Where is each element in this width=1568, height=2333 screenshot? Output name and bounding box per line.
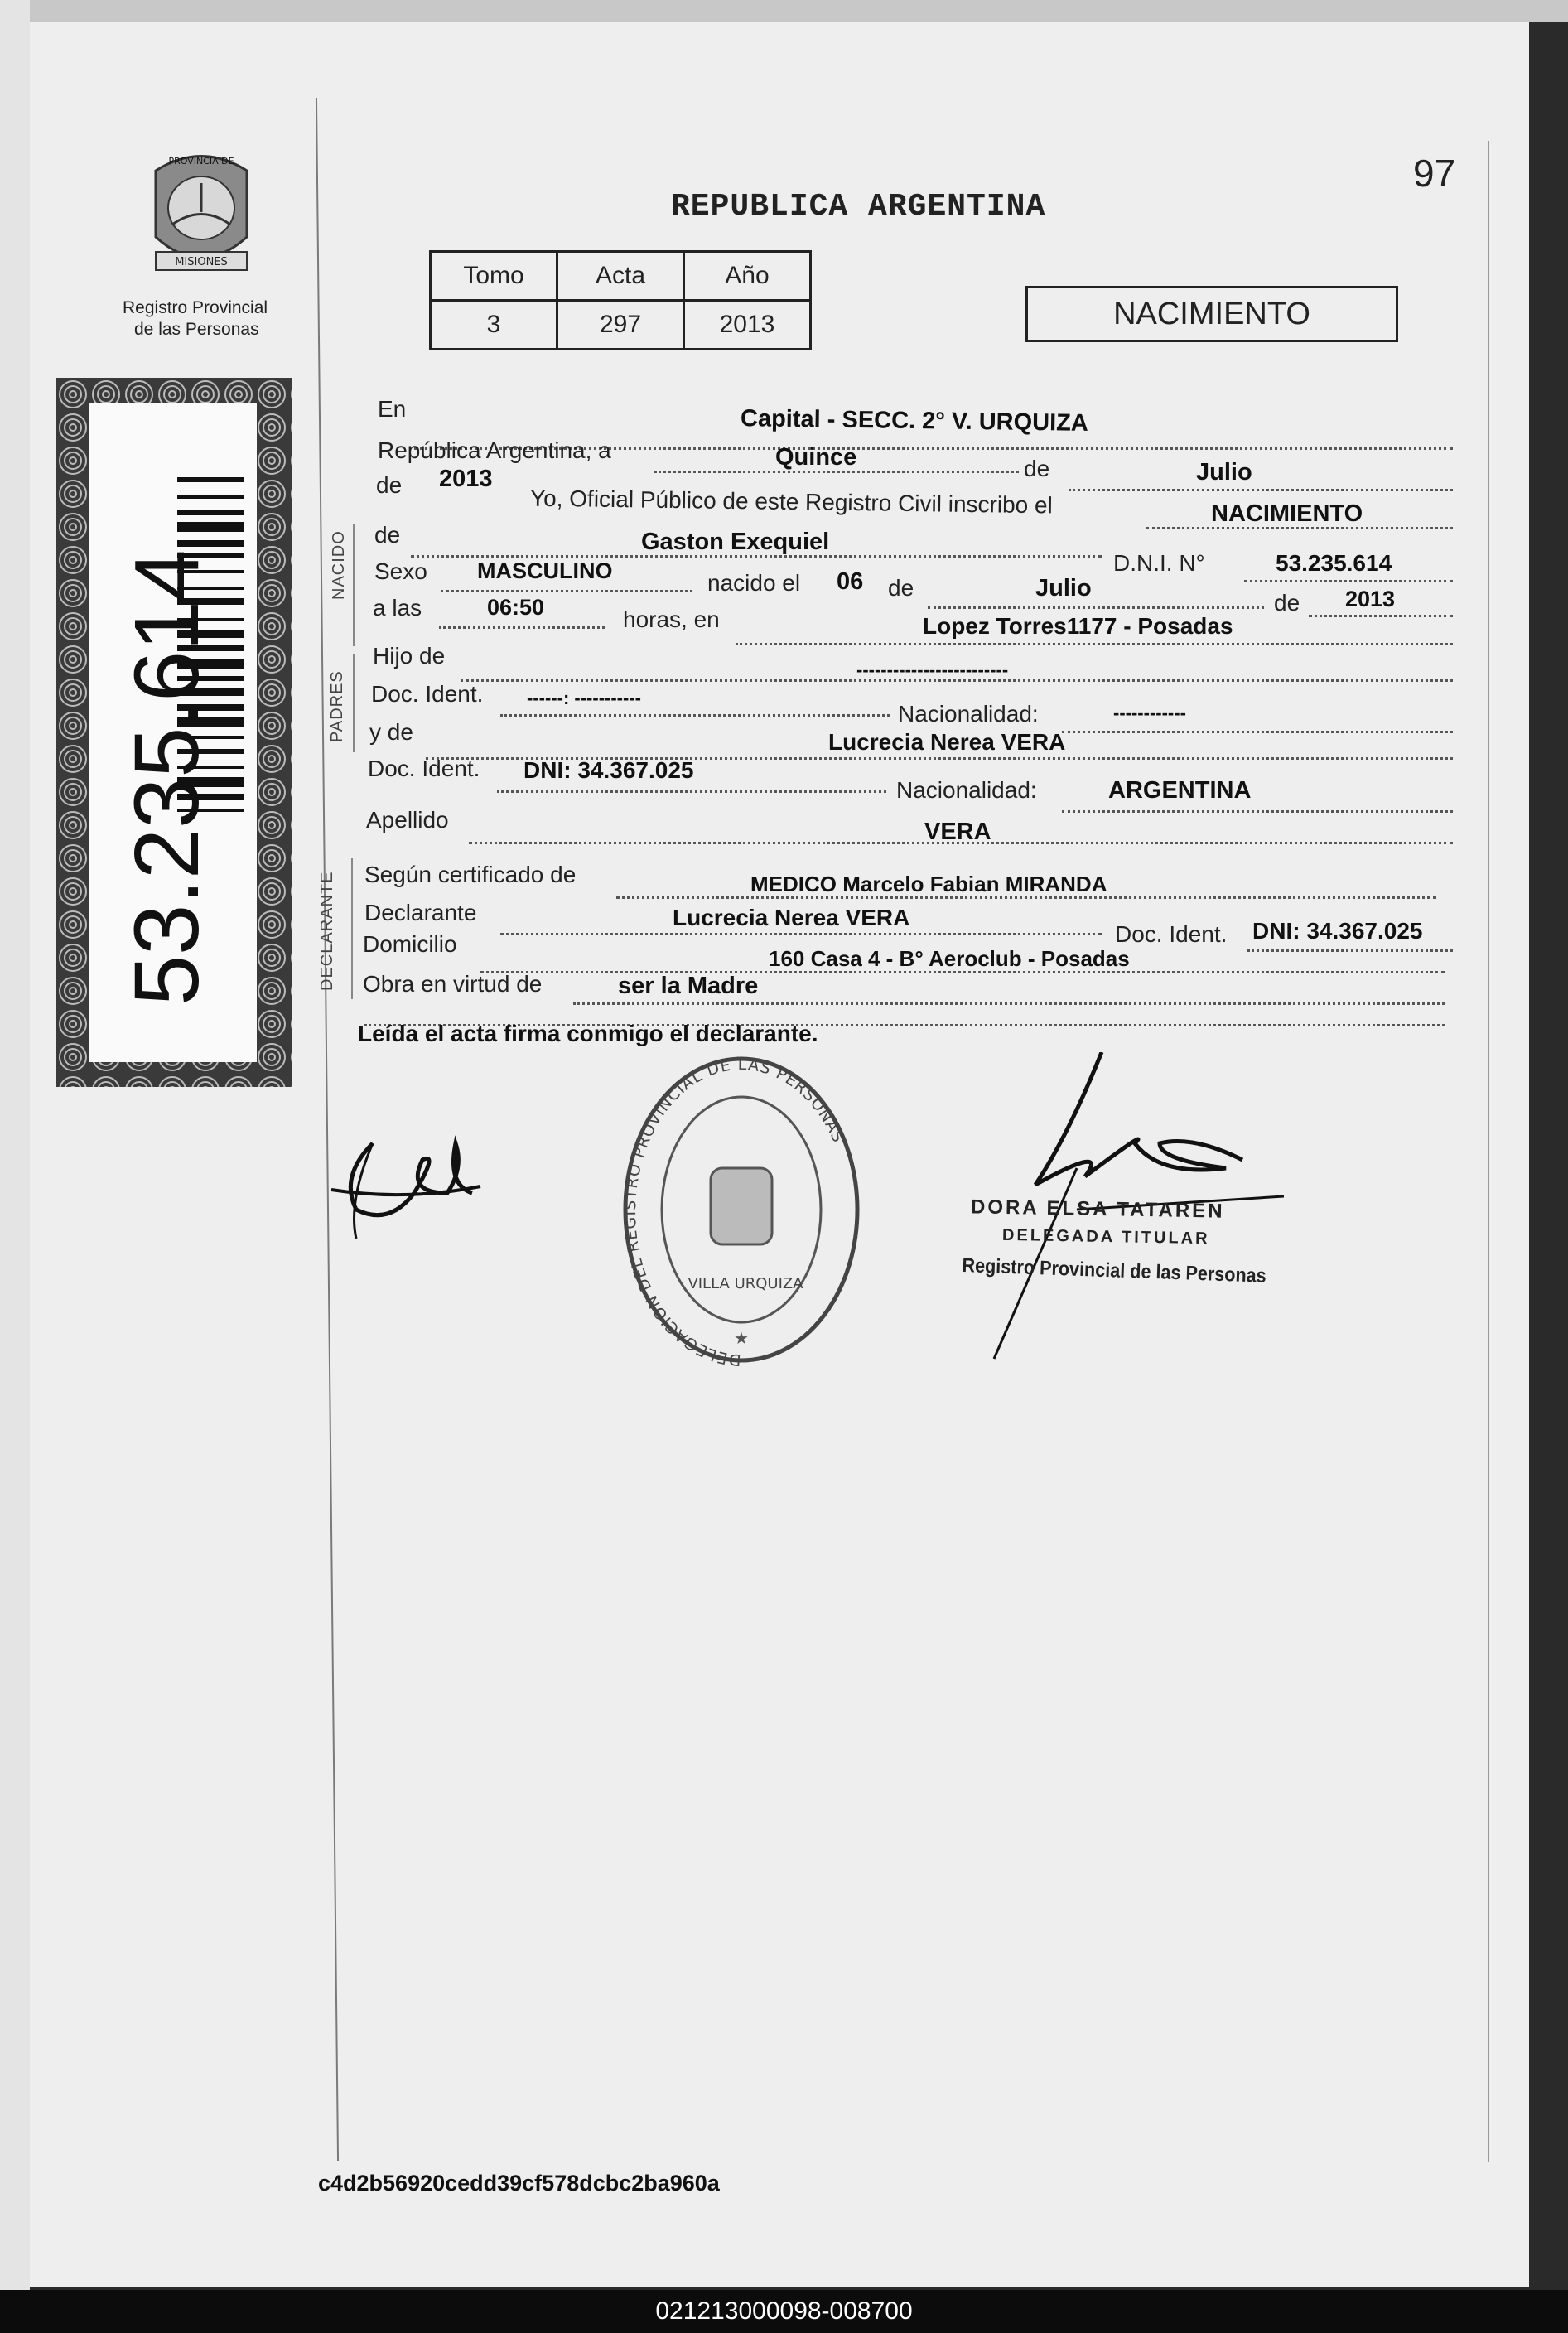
barcode-bar	[177, 540, 244, 547]
footer-code: 021213000098-008700	[655, 2297, 913, 2325]
svg-text:MISIONES: MISIONES	[175, 256, 228, 268]
nacido-mes: Julio	[1035, 575, 1092, 601]
barcode-bar	[177, 522, 244, 532]
dni-label: D.N.I. N°	[1113, 550, 1205, 576]
docident3-dotline	[1247, 949, 1453, 952]
en-value: Capital - SECC. 2° V. URQUIZA	[740, 405, 1089, 437]
tomo-acta-anio-table	[429, 250, 812, 350]
madre-value: Lucrecia Nerea VERA	[828, 729, 1066, 755]
en-label: En	[378, 396, 407, 422]
docident3-value: DNI: 34.367.025	[1252, 918, 1423, 944]
scan-top-edge	[0, 0, 1568, 22]
nacionalidad1-value: ------------	[1113, 703, 1186, 723]
nombre-value: Gaston Exequiel	[641, 529, 830, 555]
page-number: 97	[1413, 152, 1456, 195]
anio-value: 2013	[439, 466, 493, 492]
margin-line-right	[1488, 141, 1489, 2162]
mes-dotline	[1069, 489, 1453, 491]
declarant-signature-icon	[323, 1094, 497, 1251]
sexo-dotline	[441, 590, 692, 592]
barcode-bar	[177, 510, 244, 515]
docident2-value: DNI: 34.367.025	[523, 757, 694, 783]
document-hash: c4d2b56920cedd39cf578dcbc2ba960a	[318, 2171, 720, 2195]
dni-value: 53.235.614	[1276, 550, 1392, 576]
nacido-anio-dotline	[1309, 615, 1453, 617]
table-value-acta: 297	[557, 301, 684, 350]
nacionalidad1-label: Nacionalidad:	[898, 701, 1039, 727]
hora-value: 06:50	[487, 595, 545, 620]
declarante-label: Declarante	[364, 900, 477, 925]
act-type-box: NACIMIENTO	[1025, 286, 1398, 342]
obra-dotline	[573, 1002, 1445, 1005]
declarante-value: Lucrecia Nerea VERA	[673, 905, 910, 930]
barcode-sticker	[56, 378, 292, 1087]
sexo-value: MASCULINO	[477, 558, 613, 583]
de-label-1: de	[1024, 456, 1050, 481]
barcode-bar	[177, 477, 244, 482]
domicilio-value: 160 Casa 4 - B° Aeroclub - Posadas	[769, 946, 1130, 971]
misiones-emblem-icon	[139, 146, 263, 292]
nacido-label: nacido el	[707, 570, 801, 596]
nacionalidad2-dotline	[1062, 810, 1453, 813]
certificado-value: MEDICO Marcelo Fabian MIRANDA	[750, 872, 1107, 896]
docident2-label: Doc. Ident.	[368, 756, 480, 781]
mes-value: Julio	[1196, 459, 1252, 485]
docident1-label: Doc. Ident.	[371, 681, 484, 707]
section-divider-padres	[353, 654, 355, 752]
table-header-acta: Acta	[557, 252, 684, 301]
side-label-nacido: NACIDO	[330, 530, 348, 600]
side-label-padres: PADRES	[328, 670, 346, 742]
section-divider-declarante	[351, 858, 353, 999]
apellido-label: Apellido	[366, 807, 449, 833]
obra-value: ser la Madre	[618, 973, 759, 999]
table-value-tomo: 3	[431, 301, 557, 350]
nacionalidad2-label: Nacionalidad:	[896, 777, 1037, 803]
barcode-number: 53.235.614	[116, 549, 218, 1006]
page-title: REPUBLICA ARGENTINA	[671, 189, 1046, 225]
table-header-tomo: Tomo	[431, 252, 557, 301]
section-divider-nacido	[353, 524, 355, 646]
lugar-dotline	[736, 643, 1453, 645]
svg-text:PROVINCIA DE: PROVINCIA DE	[168, 156, 234, 167]
nombre-label: de	[374, 522, 401, 548]
svg-text:VILLA URQUIZA: VILLA URQUIZA	[688, 1275, 803, 1292]
declarante-dotline	[500, 933, 1102, 935]
leida-text: Leída el acta firma conmigo el declarante.	[358, 1021, 818, 1046]
docident1-dotline	[500, 714, 890, 717]
table-value-anio: 2013	[684, 301, 811, 350]
nacido-mes-dotline	[928, 606, 1264, 609]
table-header-anio: Año	[684, 252, 811, 301]
official-role: DELEGADA TITULAR	[1001, 1225, 1210, 1249]
lugar-value: Lopez Torres1177 - Posadas	[923, 613, 1233, 639]
seal-label-line1: Registro Provincial	[123, 298, 268, 317]
province-seal	[139, 146, 263, 292]
obra-label: Obra en virtud de	[363, 971, 543, 997]
nacido-anio: 2013	[1345, 587, 1396, 611]
svg-text:DELEGACION DEL REGISTRO PROVIN: DELEGACION DEL REGISTRO PROVINCIAL DE LAS PERSONAS	[621, 1055, 848, 1367]
oficial-text: Yo, Oficial Público de este Registro Civil inscribo el	[529, 485, 1054, 519]
seal-label-line2: de las Personas	[134, 320, 259, 339]
hora-dotline	[439, 626, 605, 629]
docident2-dotline	[497, 790, 886, 793]
republica-label: República Argentina, a	[378, 437, 611, 463]
horas-label: horas, en	[623, 606, 720, 632]
sexo-label: Sexo	[374, 558, 427, 584]
apellido-value: VERA	[924, 819, 991, 845]
nacido-de2: de	[1274, 590, 1300, 616]
side-label-declarante: DECLARANTE	[318, 871, 336, 991]
nacionalidad2-value: ARGENTINA	[1108, 777, 1252, 804]
certificado-label: Según certificado de	[364, 862, 577, 887]
anio-prefix: de	[376, 472, 403, 498]
barcode-bar	[177, 495, 244, 499]
hijo-label: Hijo de	[373, 643, 446, 669]
inscribo-value: NACIMIENTO	[1211, 500, 1363, 527]
official-org: Registro Provincial de las Personas	[962, 1254, 1267, 1287]
scan-left-edge	[0, 0, 30, 2290]
docident1-value: ------: -----------	[527, 688, 641, 708]
nacido-dia: 06	[837, 568, 864, 595]
official-name: DORA ELSA TATAREN	[970, 1195, 1225, 1223]
scan-footer	[0, 2290, 1568, 2333]
alas-label: a las	[373, 595, 422, 621]
nacionalidad1-dotline	[1062, 731, 1453, 733]
dia-value: Quince	[775, 444, 857, 471]
hijo-value: -------------------------	[856, 659, 1009, 680]
registry-stamp-icon	[621, 1052, 861, 1367]
yde-label: y de	[369, 719, 413, 745]
nacido-de1: de	[888, 575, 914, 601]
svg-text:★: ★	[734, 1330, 749, 1348]
dni-dotline	[1244, 580, 1453, 582]
domicilio-label: Domicilio	[363, 931, 457, 957]
docident3-label: Doc. Ident.	[1115, 921, 1228, 947]
